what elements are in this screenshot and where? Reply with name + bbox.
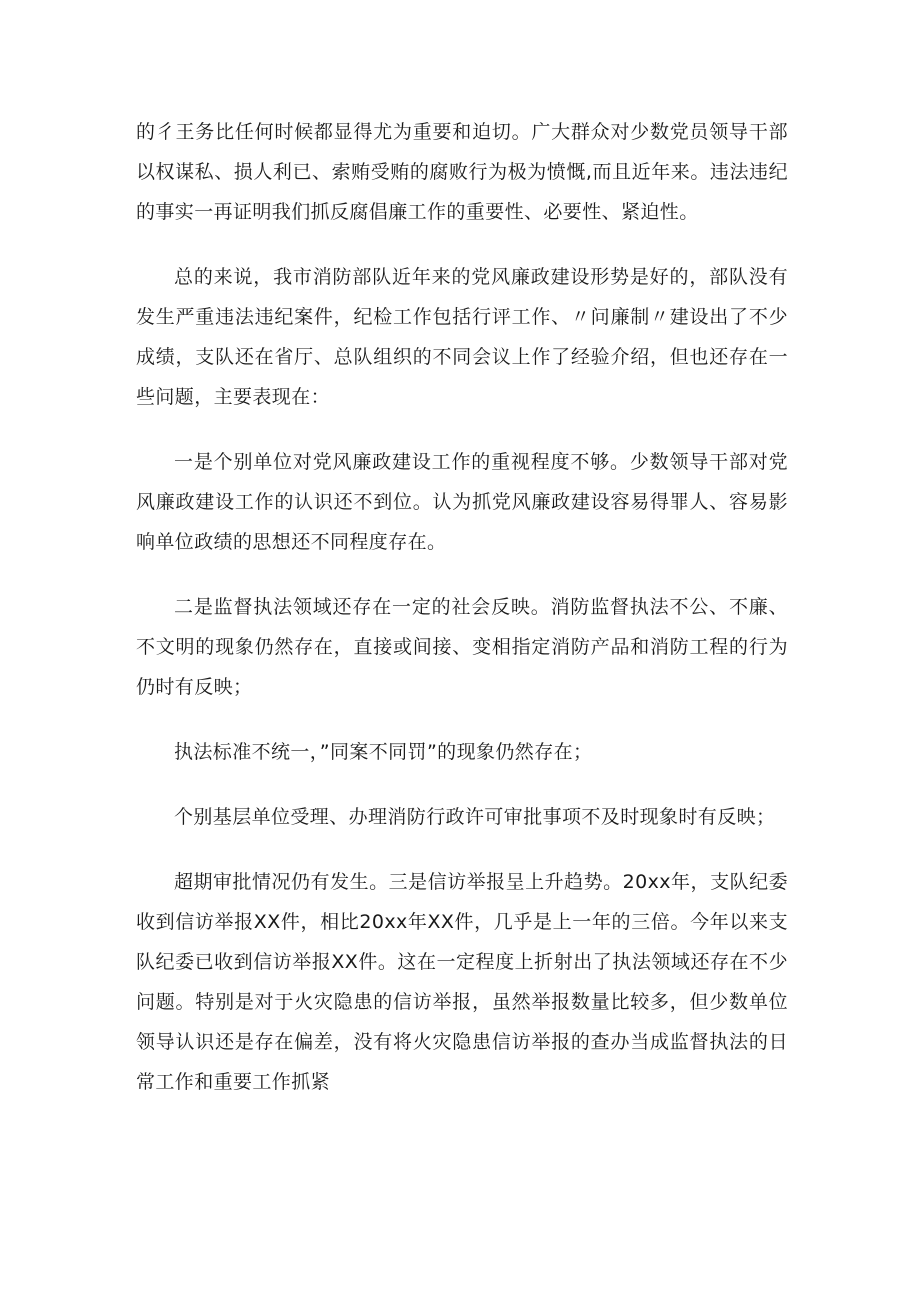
paragraph-7: 超期审批情况仍有发生。三是信访举报呈上升趋势。20xx年，支队纪委收到信访举报XX件，相比20xx年XX件，几乎是上一年的三倍。今年以来支队纪委已收到信访举报XX件。这在一定程度上折射出了执法领域还存在不少问题。特别是对于火灾隐患的信访举报，虽然举报数量比较多，但少数单位领导认识还是存在偏差，没有将火灾隐患信访举报的查办当成监督执法的日常工作和重要工作抓紧 bbox=[136, 871, 788, 1093]
paragraph-1: 的彳王务比任何时候都显得尤为重要和迫切。广大群众对少数党员领导干部以权谋私、损人利已、索贿受贿的腐败行为极为愤慨,而且近年来。违法违纪的事实一再证明我们抓反腐倡廉工作的重要性、必要性、紧迫性。 bbox=[136, 121, 788, 223]
paragraph-5: 执法标准不统一，”同案不同罚”的现象仍然存在； bbox=[174, 741, 593, 763]
paragraph-6: 个别基层单位受理、办理消防行政许可审批事项不及时现象时有反映； bbox=[174, 806, 776, 828]
paragraph-4: 二是监督执法领域还存在一定的社会反映。消防监督执法不公、不廉、不文明的现象仍然存在，直接或间接、变相指定消防产品和消防工程的行为仍时有反映； bbox=[136, 596, 788, 698]
document-body bbox=[136, 112, 788, 1127]
paragraph-2: 总的来说，我市消防部队近年来的党风廉政建设形势是好的，部队没有发生严重违法违纪案件，纪检工作包括行评工作、〃问廉制〃建设出了不少成绩，支队还在省厅、总队组织的不同会议上作了经验介绍，但也还存在一些问题，主要表现在： bbox=[136, 266, 788, 408]
paragraph-3: 一是个别单位对党风廉政建设工作的重视程度不够。少数领导干部对党风廉政建设工作的认识还不到位。认为抓党风廉政建设容易得罪人、容易影响单位政绩的思想还不同程度存在。 bbox=[136, 451, 788, 553]
